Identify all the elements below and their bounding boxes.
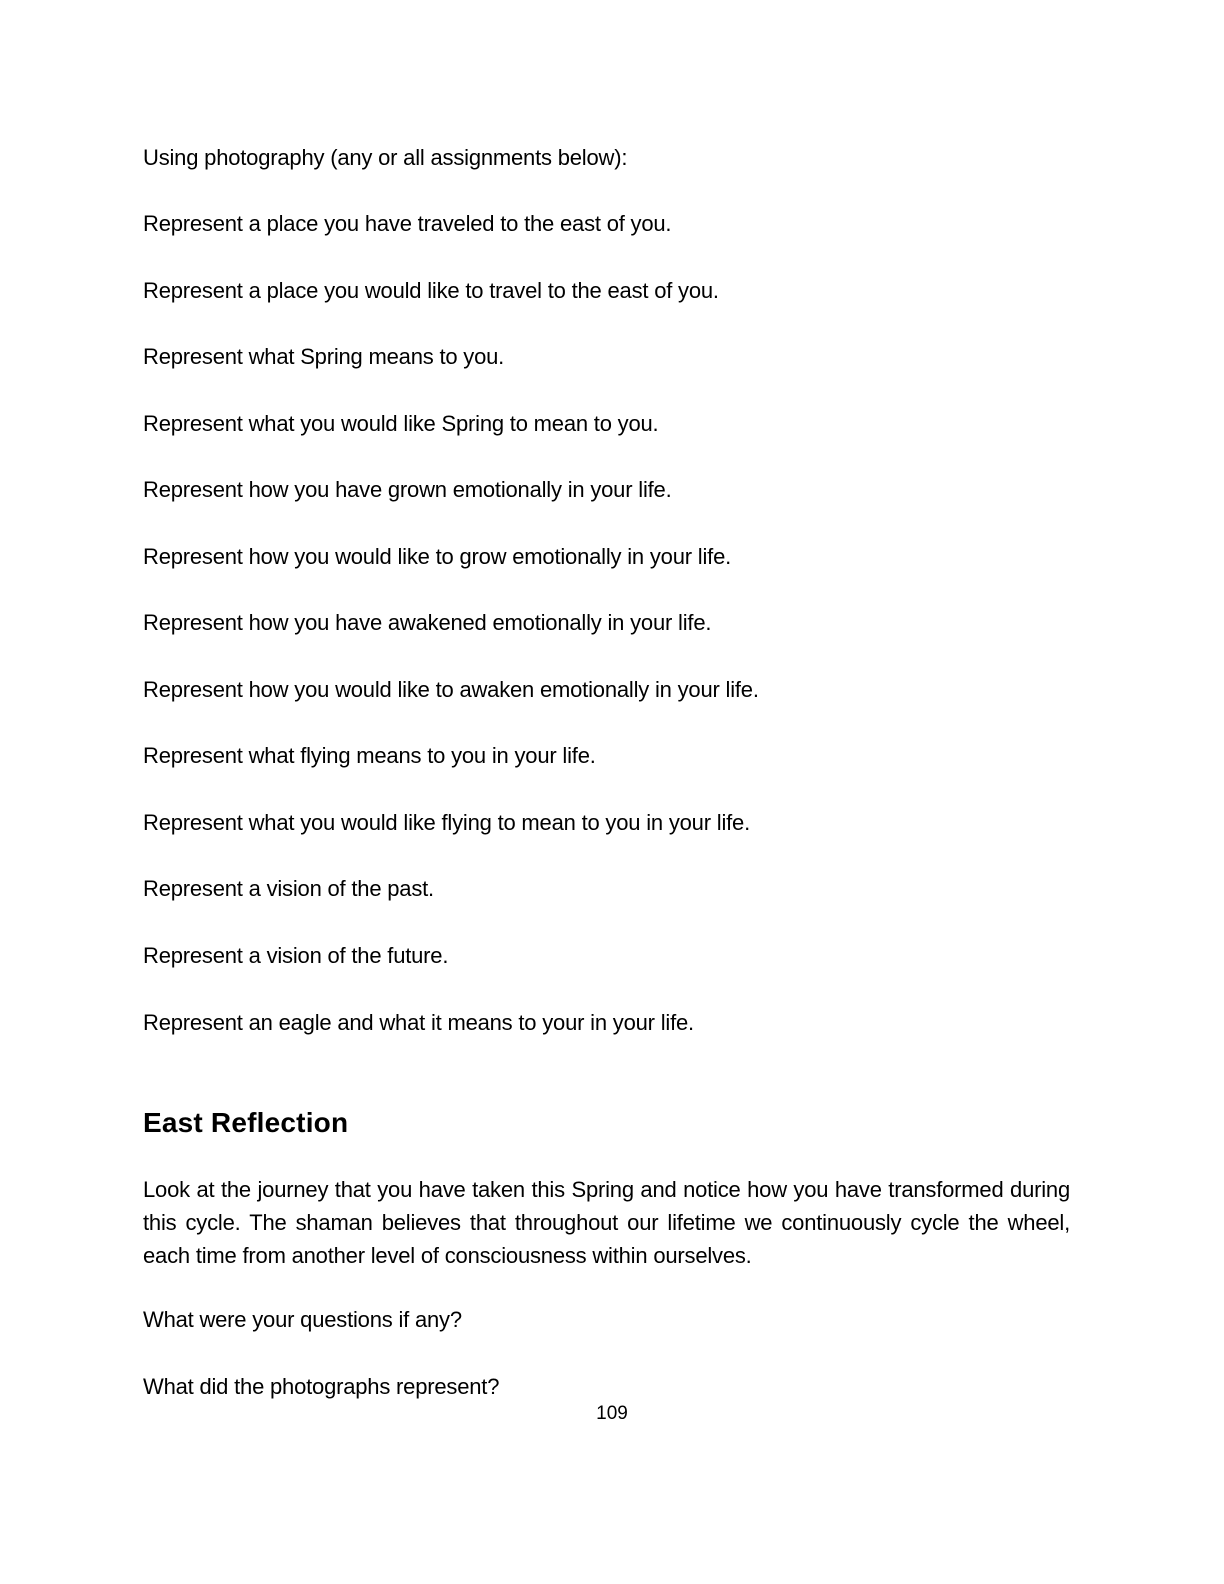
assignment-item: Represent a vision of the future. — [143, 943, 449, 968]
reflection-question: What were your questions if any? — [143, 1307, 462, 1332]
page-number: 109 — [596, 1403, 628, 1424]
assignment-item: Represent a vision of the past. — [143, 876, 434, 901]
assignment-item: Represent what Spring means to you. — [143, 344, 505, 369]
assignment-item: Represent a place you would like to travel to the east of you. — [143, 278, 719, 303]
assignment-item: Represent an eagle and what it means to your in your life. — [143, 1010, 694, 1035]
assignment-item: Represent what flying means to you in your life. — [143, 743, 596, 768]
section-heading: East Reflection — [143, 1107, 349, 1138]
section-paragraph: Look at the journey that you have taken this Spring and notice how you have transformed during this cycle. The shaman believes that throughout our lifetime we continuously cycle the wheel, each time from another level of consciousness within ourselves. — [143, 1177, 1070, 1268]
assignment-item: Represent how you would like to grow emotionally in your life. — [143, 544, 732, 569]
assignment-item: Represent what you would like flying to mean to you in your life. — [143, 810, 750, 835]
intro-text: Using photography (any or all assignments below): — [143, 145, 628, 170]
assignment-item: Represent how you have awakened emotionally in your life. — [143, 610, 712, 635]
assignment-item: Represent how you have grown emotionally in your life. — [143, 477, 672, 502]
assignment-item: Represent a place you have traveled to the east of you. — [143, 211, 672, 236]
assignment-item: Represent how you would like to awaken emotionally in your life. — [143, 677, 759, 702]
assignment-item: Represent what you would like Spring to mean to you. — [143, 411, 659, 436]
reflection-question: What did the photographs represent? — [143, 1374, 500, 1399]
